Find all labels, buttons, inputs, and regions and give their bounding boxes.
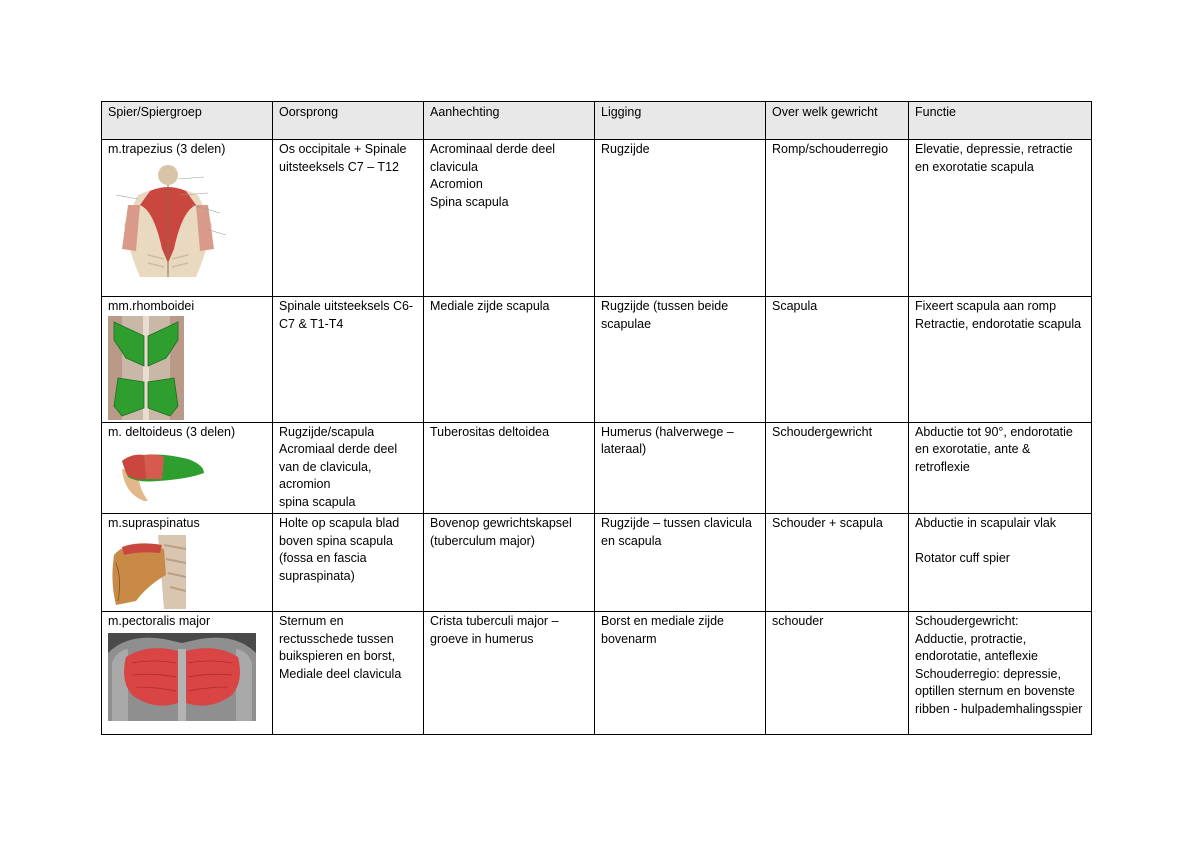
joint-text: Scapula bbox=[772, 299, 818, 313]
insertion-text: Spina scapula bbox=[430, 194, 509, 209]
trapezius-back-icon bbox=[108, 165, 236, 283]
table-row bbox=[102, 297, 1092, 423]
joint-cell bbox=[766, 297, 909, 423]
location-text: Rugzijde bbox=[601, 142, 650, 156]
function-text: Retractie, endorotatie scapula bbox=[915, 316, 1082, 331]
location-text: Rugzijde (tussen beide scapulae bbox=[601, 299, 729, 331]
function-spacer bbox=[915, 533, 1085, 551]
function-text: Schoudergewricht: bbox=[915, 614, 1019, 628]
function-cell bbox=[909, 140, 1092, 297]
insertion-text: Mediale zijde scapula bbox=[430, 299, 550, 313]
rhomboids-green-icon bbox=[108, 316, 184, 420]
table-row bbox=[102, 422, 1092, 514]
muscle-cell bbox=[102, 514, 273, 612]
origin-text: spina scapula bbox=[279, 494, 356, 509]
pectoralis-chest-icon bbox=[108, 633, 256, 721]
origin-text: Sternum en rectusschede tussen buikspieren en borst, Mediale deel clavicula bbox=[279, 614, 402, 681]
function-cell bbox=[909, 297, 1092, 423]
location-cell bbox=[595, 422, 766, 514]
insertion-text: Acromion bbox=[430, 177, 483, 191]
header-spier: Spier/Spiergroep bbox=[102, 102, 273, 140]
insertion-text: Tuberositas deltoidea bbox=[430, 424, 550, 439]
location-cell bbox=[595, 514, 766, 612]
joint-text: Schouder + scapula bbox=[772, 516, 883, 530]
origin-text: Acromiaal derde deel van de clavicula, acromion bbox=[279, 442, 398, 491]
muscle-name: m. deltoideus (3 delen) bbox=[108, 424, 236, 439]
origin-cell bbox=[273, 612, 424, 735]
origin-text: Holte op scapula blad boven spina scapula (fossa en fascia supraspinata) bbox=[279, 516, 400, 583]
header-ligging: Ligging bbox=[595, 102, 766, 140]
location-text: Rugzijde – tussen clavicula en scapula bbox=[601, 516, 752, 548]
joint-cell bbox=[766, 422, 909, 514]
muscle-name: m.supraspinatus bbox=[108, 516, 200, 530]
origin-cell bbox=[273, 422, 424, 514]
origin-cell bbox=[273, 297, 424, 423]
function-text: Abductie tot 90°, endorotatie en exorotatie, ante & retroflexie bbox=[915, 424, 1073, 474]
function-text: Adductie, protractie, endorotatie, anteflexie bbox=[915, 631, 1039, 663]
origin-text: Os occipitale + Spinale uitsteeksels C7 – T12 bbox=[279, 142, 407, 174]
insertion-cell bbox=[424, 140, 595, 297]
muscle-name: m.pectoralis major bbox=[108, 614, 211, 628]
location-cell bbox=[595, 297, 766, 423]
joint-cell bbox=[766, 140, 909, 297]
insertion-text: Bovenop gewrichtskapsel (tuberculum major) bbox=[430, 516, 572, 548]
function-text: Elevatie, depressie, retractie en exorotatie scapula bbox=[915, 142, 1073, 174]
function-text: Fixeert scapula aan romp bbox=[915, 299, 1057, 313]
joint-cell bbox=[766, 612, 909, 735]
muscle-cell bbox=[102, 297, 273, 423]
location-text: Borst en mediale zijde bovenarm bbox=[601, 614, 724, 646]
header-functie: Functie bbox=[909, 102, 1092, 140]
muscle-cell bbox=[102, 422, 273, 514]
joint-text: schouder bbox=[772, 614, 824, 628]
function-cell bbox=[909, 514, 1092, 612]
insertion-cell bbox=[424, 422, 595, 514]
table-header-row bbox=[102, 102, 1092, 140]
muscle-cell bbox=[102, 140, 273, 297]
function-text: Schouderregio: depressie, optillen sternum en bovenste ribben - hulpademhalingsspier bbox=[915, 666, 1083, 716]
joint-text: Romp/schouderregio bbox=[772, 142, 889, 156]
location-cell bbox=[595, 612, 766, 735]
insertion-cell bbox=[424, 297, 595, 423]
table-row bbox=[102, 612, 1092, 735]
insertion-text: Acrominaal derde deel clavicula bbox=[430, 142, 556, 174]
function-cell bbox=[909, 612, 1092, 735]
header-aanhechting: Aanhechting bbox=[424, 102, 595, 140]
function-text: Abductie in scapulair vlak bbox=[915, 516, 1057, 530]
muscle-name: m.trapezius (3 delen) bbox=[108, 142, 226, 156]
origin-cell bbox=[273, 140, 424, 297]
insertion-cell bbox=[424, 514, 595, 612]
muscle-cell bbox=[102, 612, 273, 735]
function-cell bbox=[909, 422, 1092, 514]
insertion-cell bbox=[424, 612, 595, 735]
insertion-text: Crista tuberculi major – groeve in humerus bbox=[430, 614, 559, 646]
origin-cell bbox=[273, 514, 424, 612]
muscle-table bbox=[101, 101, 1092, 735]
deltoid-shoulder-icon bbox=[108, 443, 208, 503]
origin-text: Rugzijde/scapula bbox=[279, 424, 375, 439]
muscle-name: mm.rhomboidei bbox=[108, 299, 195, 313]
function-text: Rotator cuff spier bbox=[915, 551, 1010, 565]
origin-text: Spinale uitsteeksels C6-C7 & T1-T4 bbox=[279, 299, 414, 331]
header-gewricht: Over welk gewricht bbox=[766, 102, 909, 140]
table-row bbox=[102, 140, 1092, 297]
location-cell bbox=[595, 140, 766, 297]
joint-cell bbox=[766, 514, 909, 612]
location-text: Humerus (halverwege – lateraal) bbox=[601, 424, 734, 456]
header-oorsprong: Oorsprong bbox=[273, 102, 424, 140]
joint-text: Schoudergewricht bbox=[772, 424, 873, 439]
table-row bbox=[102, 514, 1092, 612]
supraspinatus-icon bbox=[108, 535, 186, 609]
